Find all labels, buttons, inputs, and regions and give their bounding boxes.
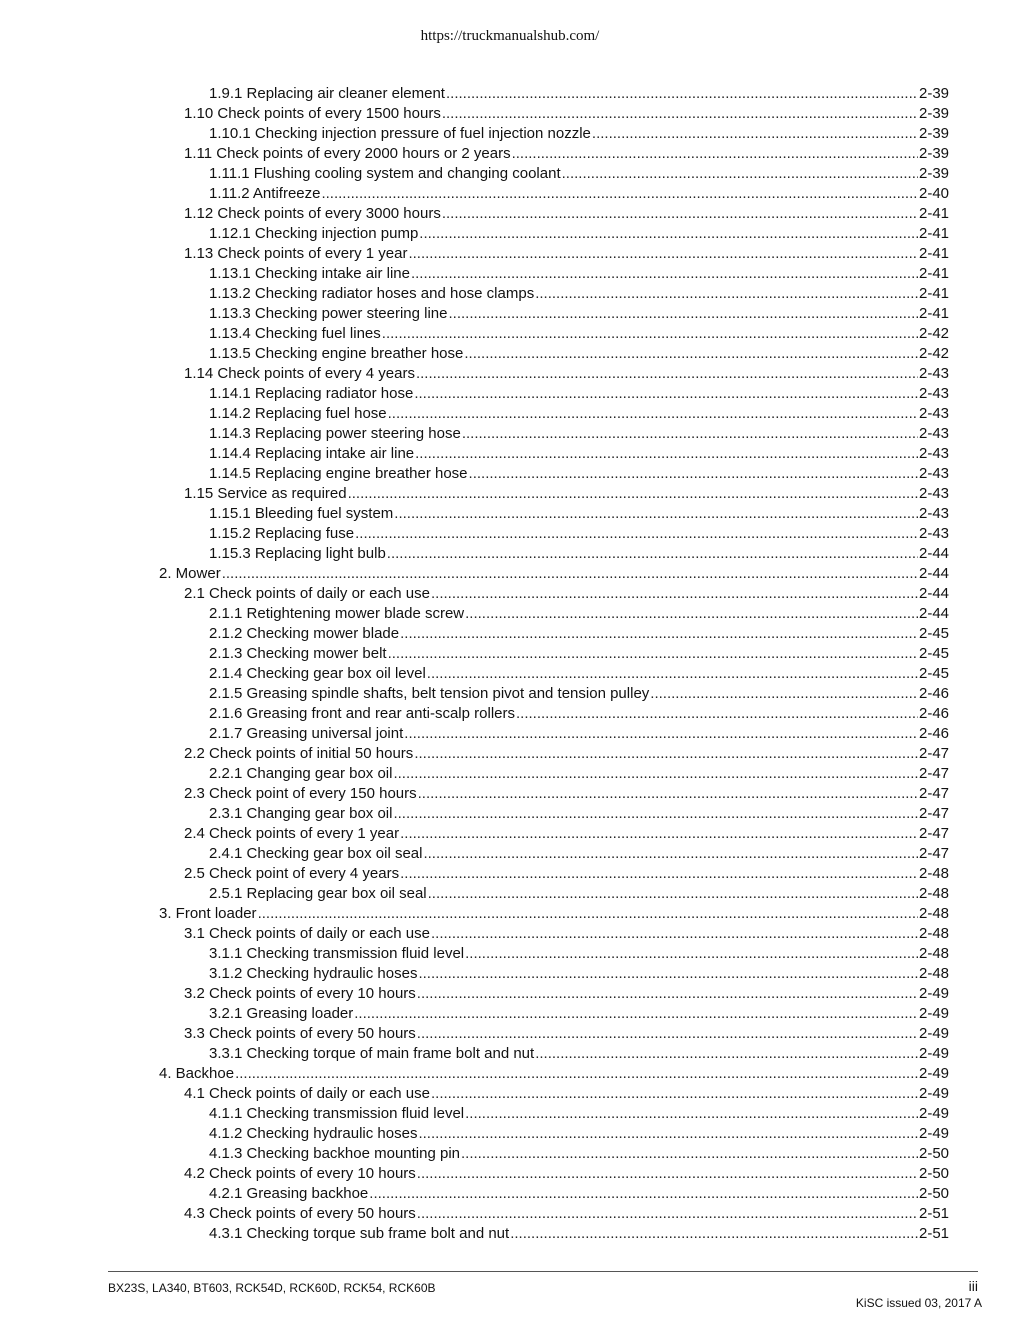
toc-entry-page: 2-48 bbox=[919, 925, 950, 942]
toc-entry[interactable] bbox=[0, 264, 1020, 284]
toc-entry[interactable] bbox=[0, 584, 1020, 604]
toc-entry[interactable] bbox=[0, 804, 1020, 824]
toc-entry-page: 2-50 bbox=[919, 1165, 950, 1182]
toc-entry-page: 2-45 bbox=[919, 625, 950, 642]
toc-entry-title: 2.1.4 Checking gear box oil level bbox=[209, 665, 426, 682]
toc-entry-title: 2.1.7 Greasing universal joint bbox=[209, 725, 404, 742]
toc-entry[interactable] bbox=[0, 1044, 1020, 1064]
toc-entry-page: 2-41 bbox=[919, 245, 950, 262]
toc-dot-leader bbox=[516, 704, 918, 724]
toc-entry-title: 4.1.3 Checking backhoe mounting pin bbox=[209, 1145, 461, 1162]
toc-entry-title: 4.3.1 Checking torque sub frame bolt and nut bbox=[209, 1225, 510, 1242]
toc-dot-leader bbox=[414, 384, 918, 404]
toc-dot-leader bbox=[222, 564, 918, 584]
toc-entry-page: 2-43 bbox=[919, 465, 950, 482]
toc-entry-title: 3. Front loader bbox=[159, 905, 257, 922]
toc-entry[interactable] bbox=[0, 884, 1020, 904]
toc-entry-page: 2-39 bbox=[919, 105, 950, 122]
toc-entry-page: 2-47 bbox=[919, 745, 950, 762]
toc-entry[interactable] bbox=[0, 184, 1020, 204]
toc-entry-page: 2-47 bbox=[919, 825, 950, 842]
toc-dot-leader bbox=[354, 1004, 918, 1024]
toc-entry[interactable] bbox=[0, 384, 1020, 404]
toc-dot-leader bbox=[423, 844, 918, 864]
toc-entry[interactable] bbox=[0, 824, 1020, 844]
toc-entry[interactable] bbox=[0, 504, 1020, 524]
toc-entry-page: 2-49 bbox=[919, 1025, 950, 1042]
toc-entry-title: 3.1.1 Checking transmission fluid level bbox=[209, 945, 465, 962]
toc-entry-title: 2.2 Check points of initial 50 hours bbox=[184, 745, 414, 762]
toc-dot-leader bbox=[464, 344, 918, 364]
toc-entry[interactable] bbox=[0, 284, 1020, 304]
toc-entry-title: 1.14 Check points of every 4 years bbox=[184, 365, 415, 382]
toc-dot-leader bbox=[393, 764, 918, 784]
toc-entry-title: 1.10 Check points of every 1500 hours bbox=[184, 105, 441, 122]
toc-dot-leader bbox=[562, 164, 918, 184]
toc-entry[interactable] bbox=[0, 704, 1020, 724]
toc-entry[interactable] bbox=[0, 1204, 1020, 1224]
toc-entry-title: 2.3.1 Changing gear box oil bbox=[209, 805, 393, 822]
toc-entry[interactable] bbox=[0, 404, 1020, 424]
toc-entry-page: 2-48 bbox=[919, 865, 950, 882]
toc-dot-leader bbox=[469, 464, 918, 484]
footer-page-number: iii bbox=[968, 1278, 978, 1294]
toc-entry-page: 2-44 bbox=[919, 585, 950, 602]
footer-models: BX23S, LA340, BT603, RCK54D, RCK60D, RCK54, RCK60B bbox=[108, 1281, 436, 1295]
toc-entry[interactable] bbox=[0, 784, 1020, 804]
toc-entry-page: 2-41 bbox=[919, 305, 950, 322]
toc-entry-page: 2-51 bbox=[919, 1225, 950, 1242]
toc-entry[interactable] bbox=[0, 564, 1020, 584]
toc-entry[interactable] bbox=[0, 204, 1020, 224]
toc-entry-title: 1.15.1 Bleeding fuel system bbox=[209, 505, 394, 522]
toc-entry-title: 3.2 Check points of every 10 hours bbox=[184, 985, 416, 1002]
footer-issued: KiSC issued 03, 2017 A bbox=[855, 1296, 982, 1310]
toc-dot-leader bbox=[411, 264, 918, 284]
toc-entry-page: 2-49 bbox=[919, 1105, 950, 1122]
toc-dot-leader bbox=[393, 804, 918, 824]
toc-entry-title: 1.15.3 Replacing light bulb bbox=[209, 545, 386, 562]
table-of-contents bbox=[0, 84, 1020, 1244]
toc-entry-title: 1.13.3 Checking power steering line bbox=[209, 305, 448, 322]
toc-dot-leader bbox=[400, 624, 918, 644]
toc-entry[interactable] bbox=[0, 644, 1020, 664]
toc-dot-leader bbox=[418, 784, 918, 804]
toc-entry[interactable] bbox=[0, 84, 1020, 104]
toc-dot-leader bbox=[535, 284, 918, 304]
toc-dot-leader bbox=[355, 524, 918, 544]
toc-entry-title: 1.13 Check points of every 1 year bbox=[184, 245, 408, 262]
toc-entry-title: 3.3 Check points of every 50 hours bbox=[184, 1025, 416, 1042]
toc-entry-page: 2-43 bbox=[919, 385, 950, 402]
toc-entry-page: 2-40 bbox=[919, 185, 950, 202]
toc-dot-leader bbox=[465, 1104, 918, 1124]
toc-dot-leader bbox=[461, 1144, 918, 1164]
toc-entry-page: 2-43 bbox=[919, 485, 950, 502]
toc-entry-title: 1.14.3 Replacing power steering hose bbox=[209, 425, 461, 442]
toc-entry[interactable] bbox=[0, 684, 1020, 704]
header-url: https://truckmanualshub.com/ bbox=[420, 28, 600, 44]
toc-entry-title: 2.1.5 Greasing spindle shafts, belt tension pivot and tension pulley bbox=[209, 685, 650, 702]
toc-dot-leader bbox=[465, 604, 918, 624]
toc-entry-page: 2-43 bbox=[919, 505, 950, 522]
toc-entry-title: 1.9.1 Replacing air cleaner element bbox=[209, 85, 445, 102]
toc-dot-leader bbox=[462, 424, 918, 444]
toc-entry-page: 2-49 bbox=[919, 1005, 950, 1022]
toc-dot-leader bbox=[415, 444, 918, 464]
toc-dot-leader bbox=[416, 364, 918, 384]
toc-dot-leader bbox=[400, 824, 918, 844]
toc-entry-page: 2-49 bbox=[919, 1125, 950, 1142]
toc-entry[interactable] bbox=[0, 1024, 1020, 1044]
toc-entry-title: 2.2.1 Changing gear box oil bbox=[209, 765, 393, 782]
toc-entry-title: 2.1.1 Retightening mower blade screw bbox=[209, 605, 465, 622]
toc-dot-leader bbox=[592, 124, 918, 144]
toc-entry-page: 2-42 bbox=[919, 345, 950, 362]
toc-entry[interactable] bbox=[0, 464, 1020, 484]
toc-entry-page: 2-48 bbox=[919, 945, 950, 962]
toc-dot-leader bbox=[465, 944, 918, 964]
toc-dot-leader bbox=[417, 1164, 918, 1184]
toc-entry-title: 2. Mower bbox=[159, 565, 221, 582]
toc-entry-page: 2-45 bbox=[919, 665, 950, 682]
toc-entry-title: 1.13.4 Checking fuel lines bbox=[209, 325, 381, 342]
toc-dot-leader bbox=[400, 864, 918, 884]
toc-entry[interactable] bbox=[0, 1184, 1020, 1204]
toc-dot-leader bbox=[446, 84, 918, 104]
toc-entry-page: 2-41 bbox=[919, 285, 950, 302]
toc-dot-leader bbox=[348, 484, 918, 504]
toc-entry-page: 2-47 bbox=[919, 805, 950, 822]
toc-dot-leader bbox=[388, 404, 918, 424]
toc-dot-leader bbox=[404, 724, 918, 744]
toc-entry-page: 2-48 bbox=[919, 965, 950, 982]
toc-entry-title: 2.4.1 Checking gear box oil seal bbox=[209, 845, 423, 862]
toc-entry-page: 2-47 bbox=[919, 765, 950, 782]
toc-entry[interactable] bbox=[0, 924, 1020, 944]
toc-entry[interactable] bbox=[0, 524, 1020, 544]
toc-dot-leader bbox=[408, 244, 918, 264]
toc-entry[interactable] bbox=[0, 144, 1020, 164]
toc-entry-page: 2-41 bbox=[919, 265, 950, 282]
toc-entry[interactable] bbox=[0, 224, 1020, 244]
toc-dot-leader bbox=[512, 144, 918, 164]
toc-entry-title: 4.1.1 Checking transmission fluid level bbox=[209, 1105, 465, 1122]
toc-entry-title: 1.15 Service as required bbox=[184, 485, 347, 502]
toc-dot-leader bbox=[417, 984, 918, 1004]
toc-entry-title: 3.3.1 Checking torque of main frame bolt and nut bbox=[209, 1045, 535, 1062]
toc-dot-leader bbox=[394, 504, 918, 524]
toc-entry-page: 2-44 bbox=[919, 545, 950, 562]
toc-dot-leader bbox=[382, 324, 918, 344]
toc-entry-page: 2-41 bbox=[919, 225, 950, 242]
toc-entry-title: 4.2.1 Greasing backhoe bbox=[209, 1185, 369, 1202]
toc-dot-leader bbox=[388, 644, 918, 664]
toc-entry[interactable] bbox=[0, 624, 1020, 644]
toc-entry-page: 2-50 bbox=[919, 1145, 950, 1162]
toc-entry-page: 2-39 bbox=[919, 125, 950, 142]
toc-entry[interactable] bbox=[0, 844, 1020, 864]
toc-dot-leader bbox=[417, 1204, 918, 1224]
toc-entry[interactable] bbox=[0, 364, 1020, 384]
toc-entry-title: 4.1 Check points of daily or each use bbox=[184, 1085, 430, 1102]
toc-entry-title: 2.5 Check point of every 4 years bbox=[184, 865, 400, 882]
toc-dot-leader bbox=[650, 684, 918, 704]
toc-dot-leader bbox=[321, 184, 918, 204]
toc-dot-leader bbox=[427, 664, 918, 684]
toc-dot-leader bbox=[535, 1044, 918, 1064]
toc-dot-leader bbox=[235, 1064, 918, 1084]
toc-entry-page: 2-39 bbox=[919, 165, 950, 182]
toc-entry-page: 2-39 bbox=[919, 145, 950, 162]
toc-entry-page: 2-43 bbox=[919, 445, 950, 462]
toc-entry-page: 2-48 bbox=[919, 885, 950, 902]
toc-entry[interactable] bbox=[0, 1104, 1020, 1124]
toc-entry[interactable] bbox=[0, 1084, 1020, 1104]
toc-entry[interactable] bbox=[0, 1144, 1020, 1164]
toc-dot-leader bbox=[431, 584, 918, 604]
toc-entry-title: 1.11 Check points of every 2000 hours or 2 years bbox=[184, 145, 511, 162]
toc-entry-title: 1.14.1 Replacing radiator hose bbox=[209, 385, 414, 402]
toc-dot-leader bbox=[418, 1124, 918, 1144]
toc-entry[interactable] bbox=[0, 544, 1020, 564]
toc-entry-title: 1.11.2 Antifreeze bbox=[209, 185, 321, 202]
toc-entry-title: 4.1.2 Checking hydraulic hoses bbox=[209, 1125, 418, 1142]
toc-entry-title: 1.15.2 Replacing fuse bbox=[209, 525, 355, 542]
toc-entry[interactable] bbox=[0, 124, 1020, 144]
toc-entry-page: 2-50 bbox=[919, 1185, 950, 1202]
toc-entry[interactable] bbox=[0, 1064, 1020, 1084]
toc-dot-leader bbox=[387, 544, 918, 564]
toc-entry-title: 3.1.2 Checking hydraulic hoses bbox=[209, 965, 418, 982]
toc-entry[interactable] bbox=[0, 904, 1020, 924]
toc-entry-page: 2-46 bbox=[919, 685, 950, 702]
toc-entry[interactable] bbox=[0, 344, 1020, 364]
toc-entry[interactable] bbox=[0, 604, 1020, 624]
toc-dot-leader bbox=[428, 884, 918, 904]
toc-dot-leader bbox=[369, 1184, 918, 1204]
toc-entry-title: 1.13.5 Checking engine breather hose bbox=[209, 345, 464, 362]
toc-entry-title: 2.4 Check points of every 1 year bbox=[184, 825, 400, 842]
toc-entry-page: 2-44 bbox=[919, 605, 950, 622]
toc-entry-title: 1.14.4 Replacing intake air line bbox=[209, 445, 415, 462]
toc-entry-title: 2.1.2 Checking mower blade bbox=[209, 625, 400, 642]
toc-dot-leader bbox=[431, 1084, 918, 1104]
toc-entry-page: 2-47 bbox=[919, 845, 950, 862]
toc-entry-title: 1.13.2 Checking radiator hoses and hose clamps bbox=[209, 285, 535, 302]
toc-entry[interactable] bbox=[0, 1164, 1020, 1184]
toc-entry-page: 2-39 bbox=[919, 85, 950, 102]
toc-entry-page: 2-42 bbox=[919, 325, 950, 342]
toc-entry-page: 2-48 bbox=[919, 905, 950, 922]
toc-entry[interactable] bbox=[0, 324, 1020, 344]
toc-entry-page: 2-41 bbox=[919, 205, 950, 222]
toc-entry[interactable] bbox=[0, 664, 1020, 684]
toc-entry-page: 2-43 bbox=[919, 405, 950, 422]
toc-entry-title: 2.5.1 Replacing gear box oil seal bbox=[209, 885, 427, 902]
toc-entry[interactable] bbox=[0, 764, 1020, 784]
toc-entry[interactable] bbox=[0, 864, 1020, 884]
toc-dot-leader bbox=[448, 304, 918, 324]
toc-entry-title: 4.2 Check points of every 10 hours bbox=[184, 1165, 416, 1182]
toc-entry-title: 1.14.2 Replacing fuel hose bbox=[209, 405, 387, 422]
toc-entry-page: 2-45 bbox=[919, 645, 950, 662]
toc-entry-title: 1.10.1 Checking injection pressure of fuel injection nozzle bbox=[209, 125, 591, 142]
toc-entry-title: 1.12 Check points of every 3000 hours bbox=[184, 205, 441, 222]
toc-entry[interactable] bbox=[0, 164, 1020, 184]
toc-entry-title: 1.13.1 Checking intake air line bbox=[209, 265, 410, 282]
toc-entry-title: 1.11.1 Flushing cooling system and changing coolant bbox=[209, 165, 561, 182]
toc-dot-leader bbox=[414, 744, 918, 764]
toc-entry-page: 2-51 bbox=[919, 1205, 950, 1222]
toc-entry-title: 3.2.1 Greasing loader bbox=[209, 1005, 354, 1022]
toc-entry[interactable] bbox=[0, 984, 1020, 1004]
toc-entry[interactable] bbox=[0, 104, 1020, 124]
toc-entry-title: 4.3 Check points of every 50 hours bbox=[184, 1205, 416, 1222]
toc-entry[interactable] bbox=[0, 1224, 1020, 1244]
toc-dot-leader bbox=[417, 1024, 918, 1044]
toc-entry[interactable] bbox=[0, 484, 1020, 504]
toc-dot-leader bbox=[418, 964, 918, 984]
toc-entry-page: 2-49 bbox=[919, 1045, 950, 1062]
toc-entry[interactable] bbox=[0, 744, 1020, 764]
toc-entry-page: 2-43 bbox=[919, 365, 950, 382]
toc-entry[interactable] bbox=[0, 1004, 1020, 1024]
toc-entry-page: 2-49 bbox=[919, 1085, 950, 1102]
toc-entry-title: 3.1 Check points of daily or each use bbox=[184, 925, 430, 942]
toc-entry-title: 1.14.5 Replacing engine breather hose bbox=[209, 465, 468, 482]
toc-dot-leader bbox=[442, 204, 918, 224]
toc-entry-page: 2-43 bbox=[919, 525, 950, 542]
toc-entry[interactable] bbox=[0, 1124, 1020, 1144]
toc-entry[interactable] bbox=[0, 424, 1020, 444]
toc-entry-page: 2-46 bbox=[919, 705, 950, 722]
toc-entry-title: 2.3 Check point of every 150 hours bbox=[184, 785, 417, 802]
toc-dot-leader bbox=[431, 924, 918, 944]
toc-entry-page: 2-46 bbox=[919, 725, 950, 742]
footer-divider bbox=[108, 1271, 978, 1272]
toc-dot-leader bbox=[419, 224, 918, 244]
toc-entry-title: 2.1 Check points of daily or each use bbox=[184, 585, 430, 602]
toc-entry[interactable] bbox=[0, 724, 1020, 744]
toc-dot-leader bbox=[510, 1224, 918, 1244]
toc-entry-page: 2-44 bbox=[919, 565, 950, 582]
toc-entry-page: 2-49 bbox=[919, 1065, 950, 1082]
toc-entry-title: 1.12.1 Checking injection pump bbox=[209, 225, 419, 242]
toc-entry-page: 2-49 bbox=[919, 985, 950, 1002]
toc-entry-title: 2.1.3 Checking mower belt bbox=[209, 645, 387, 662]
toc-entry[interactable] bbox=[0, 944, 1020, 964]
toc-entry-page: 2-47 bbox=[919, 785, 950, 802]
toc-dot-leader bbox=[258, 904, 918, 924]
toc-entry[interactable] bbox=[0, 964, 1020, 984]
toc-entry-title: 4. Backhoe bbox=[159, 1065, 235, 1082]
toc-entry-page: 2-43 bbox=[919, 425, 950, 442]
toc-dot-leader bbox=[442, 104, 918, 124]
toc-entry[interactable] bbox=[0, 444, 1020, 464]
toc-entry-title: 2.1.6 Greasing front and rear anti-scalp rollers bbox=[209, 705, 515, 722]
toc-entry[interactable] bbox=[0, 244, 1020, 264]
toc-entry[interactable] bbox=[0, 304, 1020, 324]
